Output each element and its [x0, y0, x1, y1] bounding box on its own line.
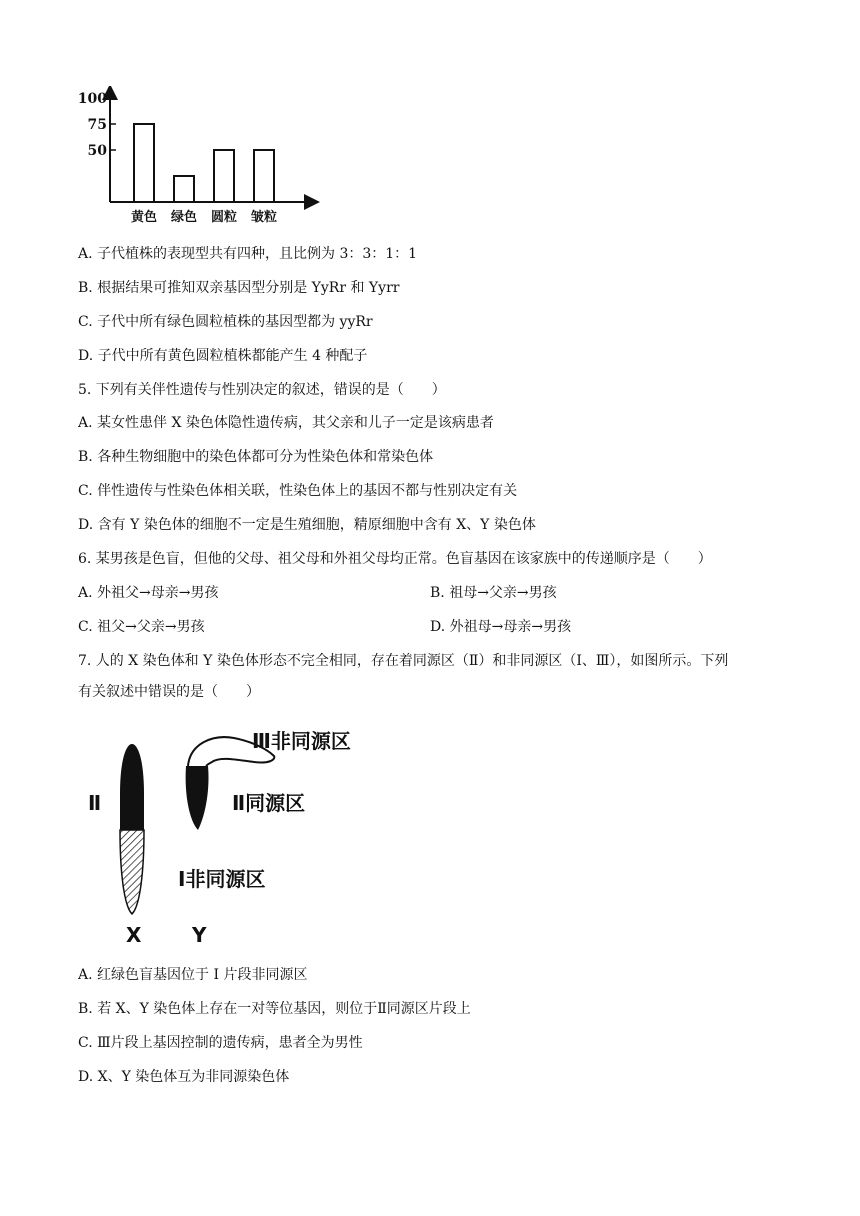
x-nonhomologous-segment [120, 830, 144, 914]
q4-option-c: C. 子代中所有绿色圆粒植株的基因型都为 yyRr [78, 314, 373, 330]
q7-option-b: B. 若 X、Y 染色体上存在一对等位基因，则位于Ⅱ同源区片段上 [78, 1001, 471, 1017]
q7-stem-line1: 7. 人的 X 染色体和 Y 染色体形态不完全相同，存在着同源区（Ⅱ）和非同源区（Ⅰ、Ⅲ），如图所示。下列 [78, 653, 729, 669]
q6-stem: 6. 某男孩是色盲，但他的父母、祖父母和外祖父母均正常。色盲基因在该家族中的传递顺序是（ ） [78, 551, 712, 567]
y-tick-label: 100 [77, 91, 107, 107]
q6-option-d: D. 外祖母→母亲→男孩 [430, 619, 572, 635]
diagram-label-i: Ⅰ非同源区 [178, 867, 266, 891]
phenotype-bar-chart [72, 86, 332, 228]
x-chromosome [120, 744, 144, 914]
diagram-label-x: X [126, 923, 142, 947]
q7-option-a: A. 红绿色盲基因位于 I 片段非同源区 [78, 967, 308, 983]
q6-option-c: C. 祖父→父亲→男孩 [78, 619, 205, 635]
q5-option-c: C. 伴性遗传与性染色体相关联，性染色体上的基因不都与性别决定有关 [78, 483, 518, 499]
diagram-label-ii-left: Ⅱ [88, 791, 102, 815]
diagram-label-iii: Ⅲ非同源区 [252, 729, 351, 753]
q4-option-d: D. 子代中所有黄色圆粒植株都能产生 4 种配子 [78, 348, 368, 364]
q4-option-a: A. 子代植株的表现型共有四种，且比例为 3：3：1：1 [78, 246, 418, 262]
xy-chromosome-diagram [82, 722, 382, 952]
x-category-label: 绿色 [170, 210, 198, 225]
diagram-label-y: Y [192, 923, 207, 947]
bar-1 [134, 124, 154, 202]
y-tick-label: 75 [87, 117, 107, 133]
y-tick-label: 50 [87, 143, 107, 159]
y-homologous-segment [186, 766, 209, 830]
q7-stem-line2: 有关叙述中错误的是（ ） [78, 684, 260, 700]
x-category-label: 黄色 [130, 210, 158, 225]
q5-option-a: A. 某女性患伴 X 染色体隐性遗传病，其父亲和儿子一定是该病患者 [78, 415, 494, 431]
q4-option-b: B. 根据结果可推知双亲基因型分别是 YyRr 和 Yyrr [78, 280, 400, 296]
diagram-label-ii: Ⅱ同源区 [232, 791, 306, 815]
q6-option-a: A. 外祖父→母亲→男孩 [78, 585, 219, 601]
bar-4 [254, 150, 274, 202]
q7-option-d: D. X、Y 染色体互为非同源染色体 [78, 1069, 290, 1085]
x-homologous-segment [120, 744, 144, 830]
bar-3 [214, 150, 234, 202]
q6-option-b: B. 祖母→父亲→男孩 [430, 585, 557, 601]
x-category-label: 皱粒 [250, 210, 278, 225]
q5-stem: 5. 下列有关伴性遗传与性别决定的叙述，错误的是（ ） [78, 382, 446, 398]
x-category-label: 圆粒 [210, 210, 238, 225]
q5-option-b: B. 各种生物细胞中的染色体都可分为性染色体和常染色体 [78, 449, 434, 465]
q7-option-c: C. Ⅲ片段上基因控制的遗传病，患者全为男性 [78, 1035, 363, 1051]
q5-option-d: D. 含有 Y 染色体的细胞不一定是生殖细胞，精原细胞中含有 X、Y 染色体 [78, 517, 536, 533]
bar-2 [174, 176, 194, 202]
